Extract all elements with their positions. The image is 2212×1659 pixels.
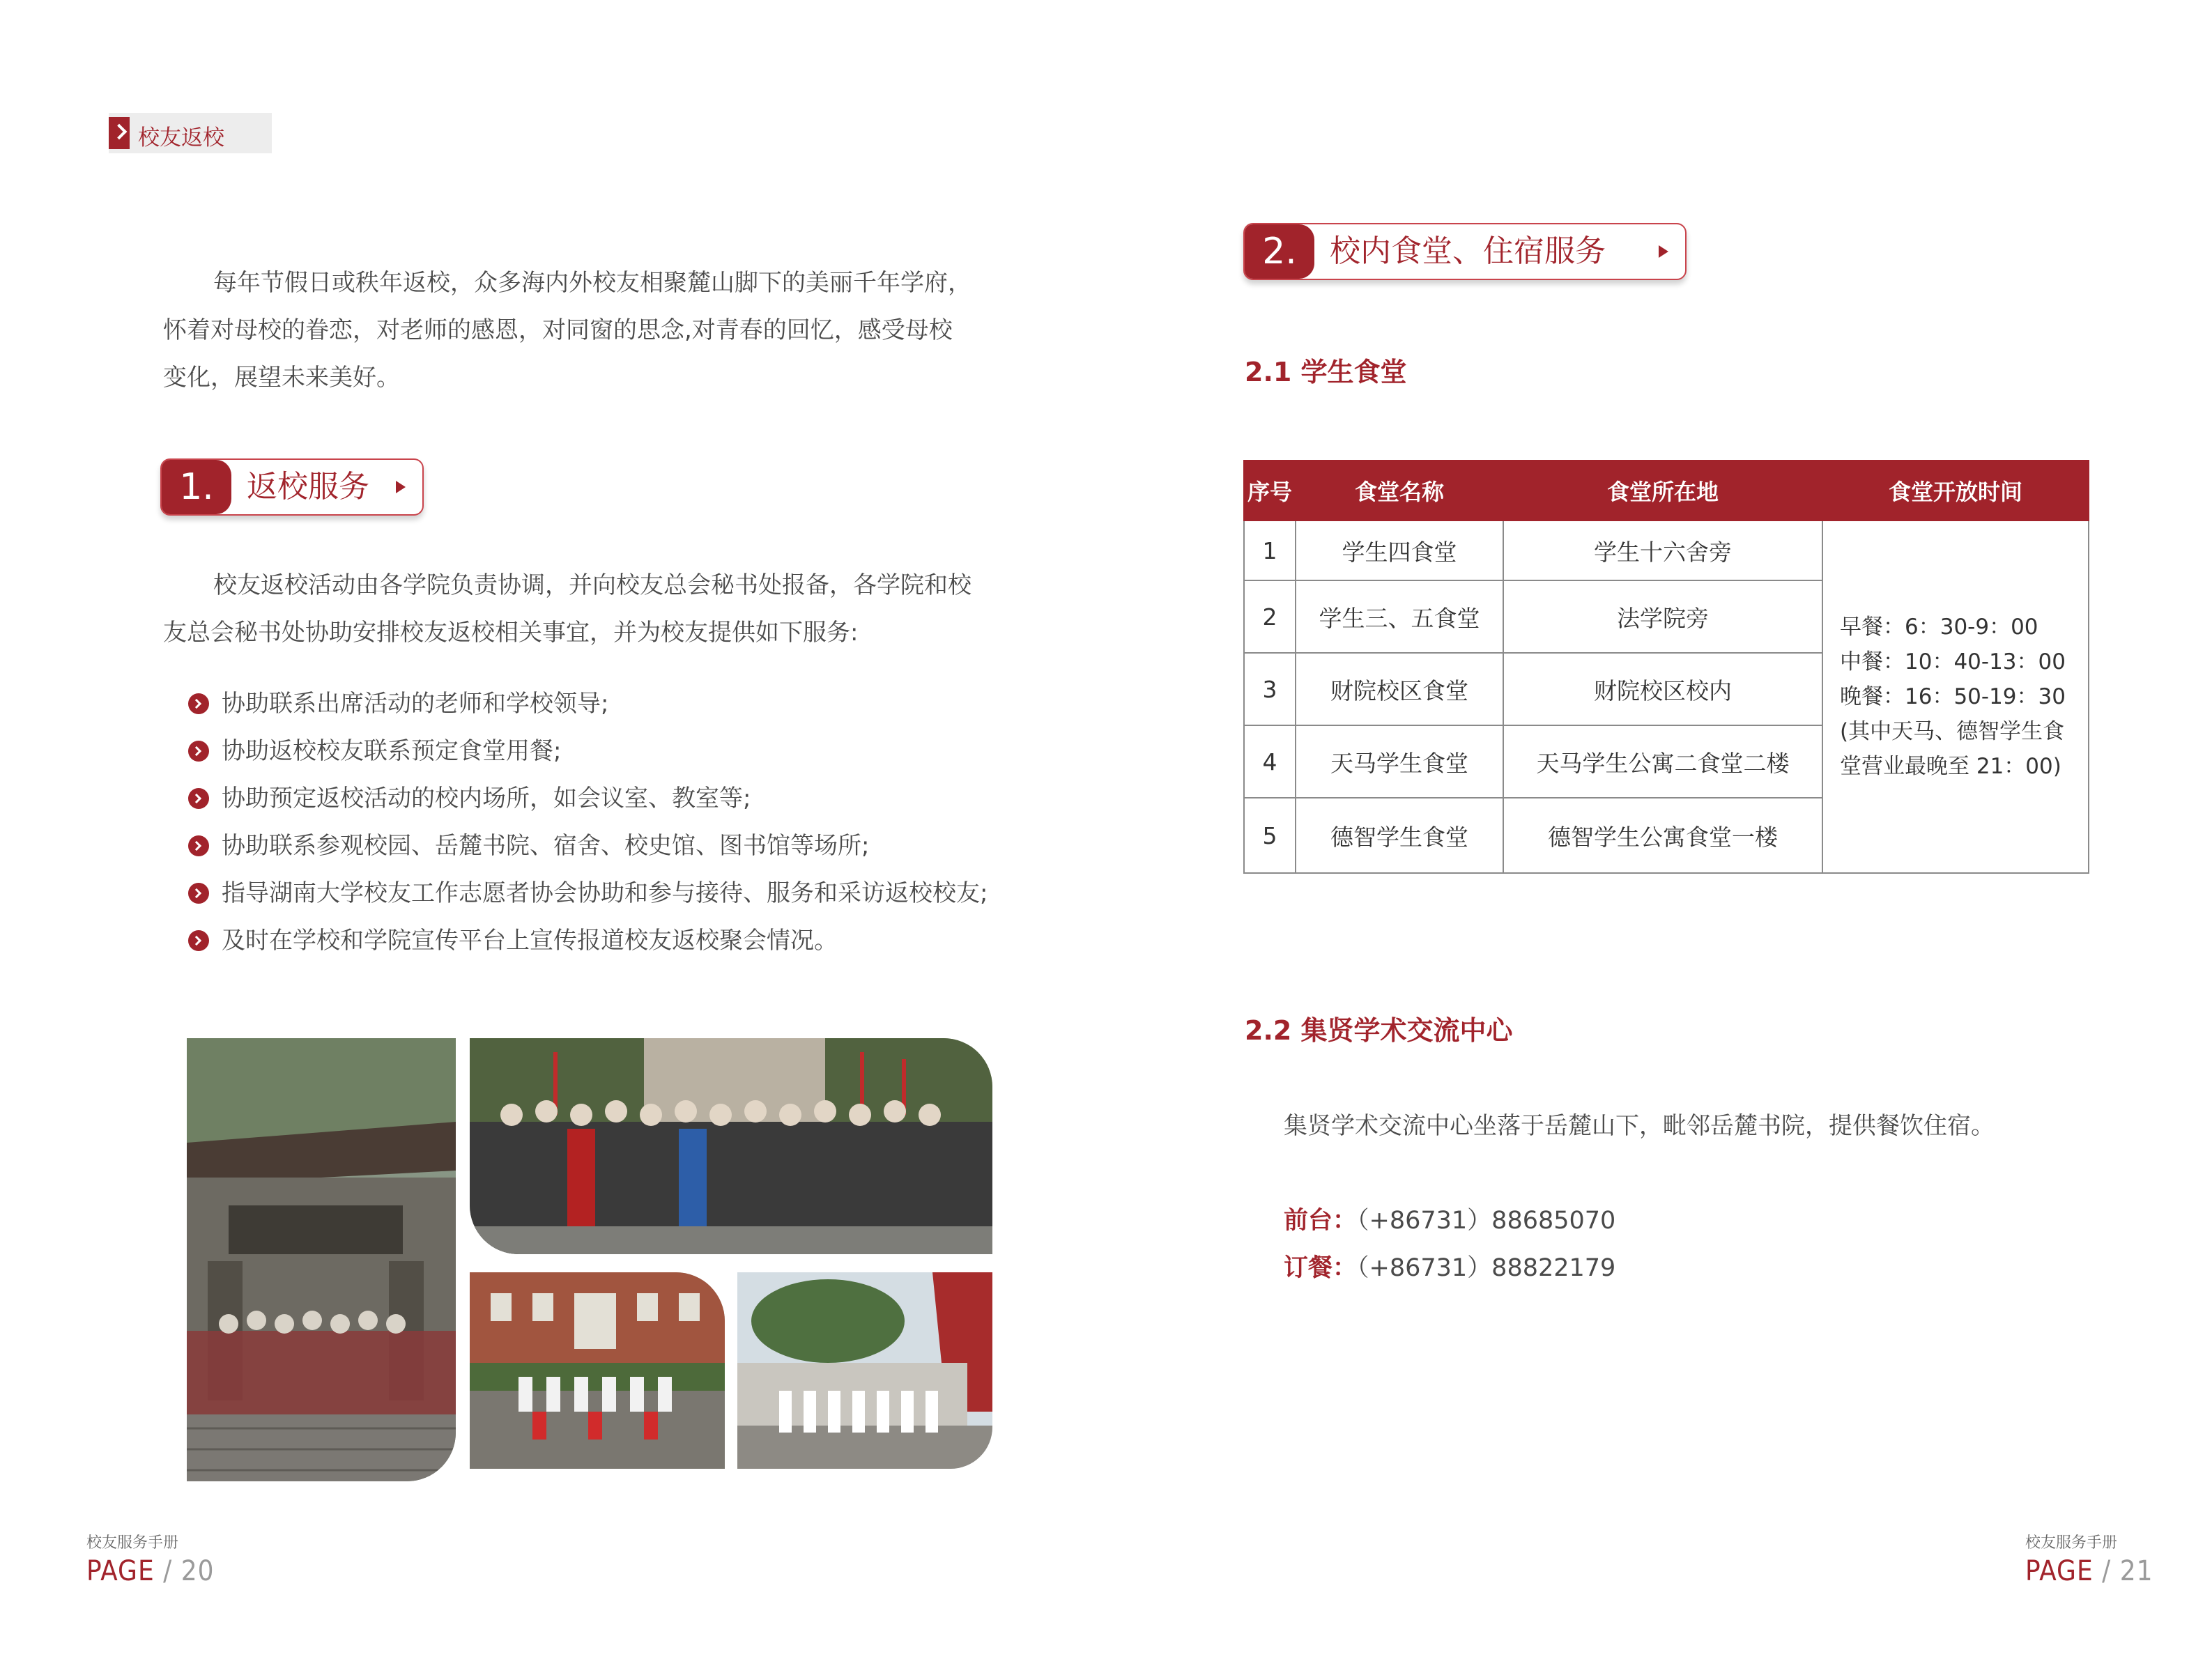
photo-campus-stone-group: [737, 1272, 992, 1469]
photo-academy-gate-group: [187, 1038, 456, 1481]
section1-title: 返校服务: [247, 469, 369, 504]
table-cell: 财院校区校内: [1503, 653, 1822, 725]
booking-contact: 订餐：（+86731）88822179: [1284, 1254, 1616, 1282]
table-cell: 5: [1244, 798, 1296, 873]
column-header: 食堂开放时间: [1822, 461, 2089, 520]
table-header-row: [1244, 461, 2089, 520]
subsection-2-1-title: 2.1 学生食堂: [1245, 357, 1407, 387]
photo-monument-group: [470, 1038, 992, 1254]
chevron-right-icon: [109, 117, 130, 149]
subsection-2-2-paragraph: 集贤学术交流中心坐落于岳麓山下，毗邻岳麓书院，提供餐饮住宿。: [1284, 1112, 1995, 1140]
table-cell: 学生三、五食堂: [1296, 580, 1503, 653]
play-triangle-icon: [396, 481, 406, 493]
section1-number: 1.: [162, 460, 231, 514]
section1-header: [160, 458, 424, 516]
section2-header: [1243, 223, 1687, 280]
service-list: [188, 680, 1094, 964]
footer-right-book-title: 校友服务手册: [2025, 1534, 2118, 1552]
section-tag: [109, 113, 272, 153]
section2-title: 校内食堂、住宿服务: [1330, 233, 1606, 269]
opening-hours-cell: 早餐：6：30-9：00 中餐：10：40-13：00 晚餐：16：50-19：30 (其中天马、德智学生食 堂营业最晚至 21：00): [1822, 520, 2089, 873]
front-desk-contact: 前台：（+86731）88685070: [1284, 1207, 1616, 1235]
footer-left-page-number: PAGE / 20: [86, 1555, 215, 1587]
table-cell: 财院校区食堂: [1296, 653, 1503, 725]
chevron-circle-icon: [188, 835, 209, 856]
table-cell: 2: [1244, 580, 1296, 653]
booking-phone: （+86731）88822179: [1357, 1254, 1616, 1282]
table-cell: 学生四食堂: [1296, 520, 1503, 580]
table-cell: 4: [1244, 725, 1296, 798]
section-tag-label: 校友返校: [138, 125, 224, 151]
table-cell: 德智学生公寓食堂一楼: [1503, 798, 1822, 873]
table-cell: 3: [1244, 653, 1296, 725]
chevron-circle-icon: [188, 693, 209, 714]
list-item: 协助联系参观校园、岳麓书院、宿舍、校史馆、图书馆等场所;: [188, 822, 1094, 870]
intro-paragraph: 每年节假日或秩年返校，众多海内外校友相聚麓山脚下的美丽千年学府，怀着对母校的眷恋，对老师的感恩，对同窗的思念,对青春的回忆，感受母校变化，展望未来美好。: [163, 269, 971, 392]
list-item: 指导湖南大学校友工作志愿者协会协助和参与接待、服务和采访返校校友;: [188, 870, 1094, 917]
footer-right-page-number: PAGE / 21: [2025, 1555, 2153, 1587]
section1-paragraph: 校友返校活动由各学院负责协调，并向校友总会秘书处报备，各学院和校友总会秘书处协助安排校友返校相关事宜，并为校友提供如下服务:: [163, 571, 971, 647]
list-item: 协助返校校友联系预定食堂用餐;: [188, 727, 1094, 775]
list-item: 及时在学校和学院宣传平台上宣传报道校友返校聚会情况。: [188, 917, 1094, 964]
subsection-2-2-title: 2.2 集贤学术交流中心: [1245, 1015, 1513, 1046]
section2-number: 2.: [1245, 224, 1314, 279]
column-header: 食堂名称: [1296, 461, 1503, 520]
footer-left-book-title: 校友服务手册: [86, 1534, 179, 1552]
table-cell: 1: [1244, 520, 1296, 580]
play-triangle-icon: [1659, 245, 1668, 258]
front-desk-phone: （+86731）88685070: [1357, 1207, 1616, 1235]
column-header: 序号: [1244, 461, 1296, 520]
table-cell: 天马学生公寓二食堂二楼: [1503, 725, 1822, 798]
table-cell: 德智学生食堂: [1296, 798, 1503, 873]
table-row: [1244, 520, 2089, 580]
canteen-table: [1243, 460, 2089, 874]
table-cell: 法学院旁: [1503, 580, 1822, 653]
chevron-circle-icon: [188, 741, 209, 762]
list-item: 协助预定返校活动的校内场所，如会议室、教室等;: [188, 775, 1094, 822]
table-cell: 学生十六舍旁: [1503, 520, 1822, 580]
chevron-circle-icon: [188, 930, 209, 951]
list-item: 协助联系出席活动的老师和学校领导;: [188, 680, 1094, 727]
photo-building-group: [470, 1272, 725, 1469]
chevron-circle-icon: [188, 883, 209, 904]
chevron-circle-icon: [188, 788, 209, 809]
table-cell: 天马学生食堂: [1296, 725, 1503, 798]
column-header: 食堂所在地: [1503, 461, 1822, 520]
